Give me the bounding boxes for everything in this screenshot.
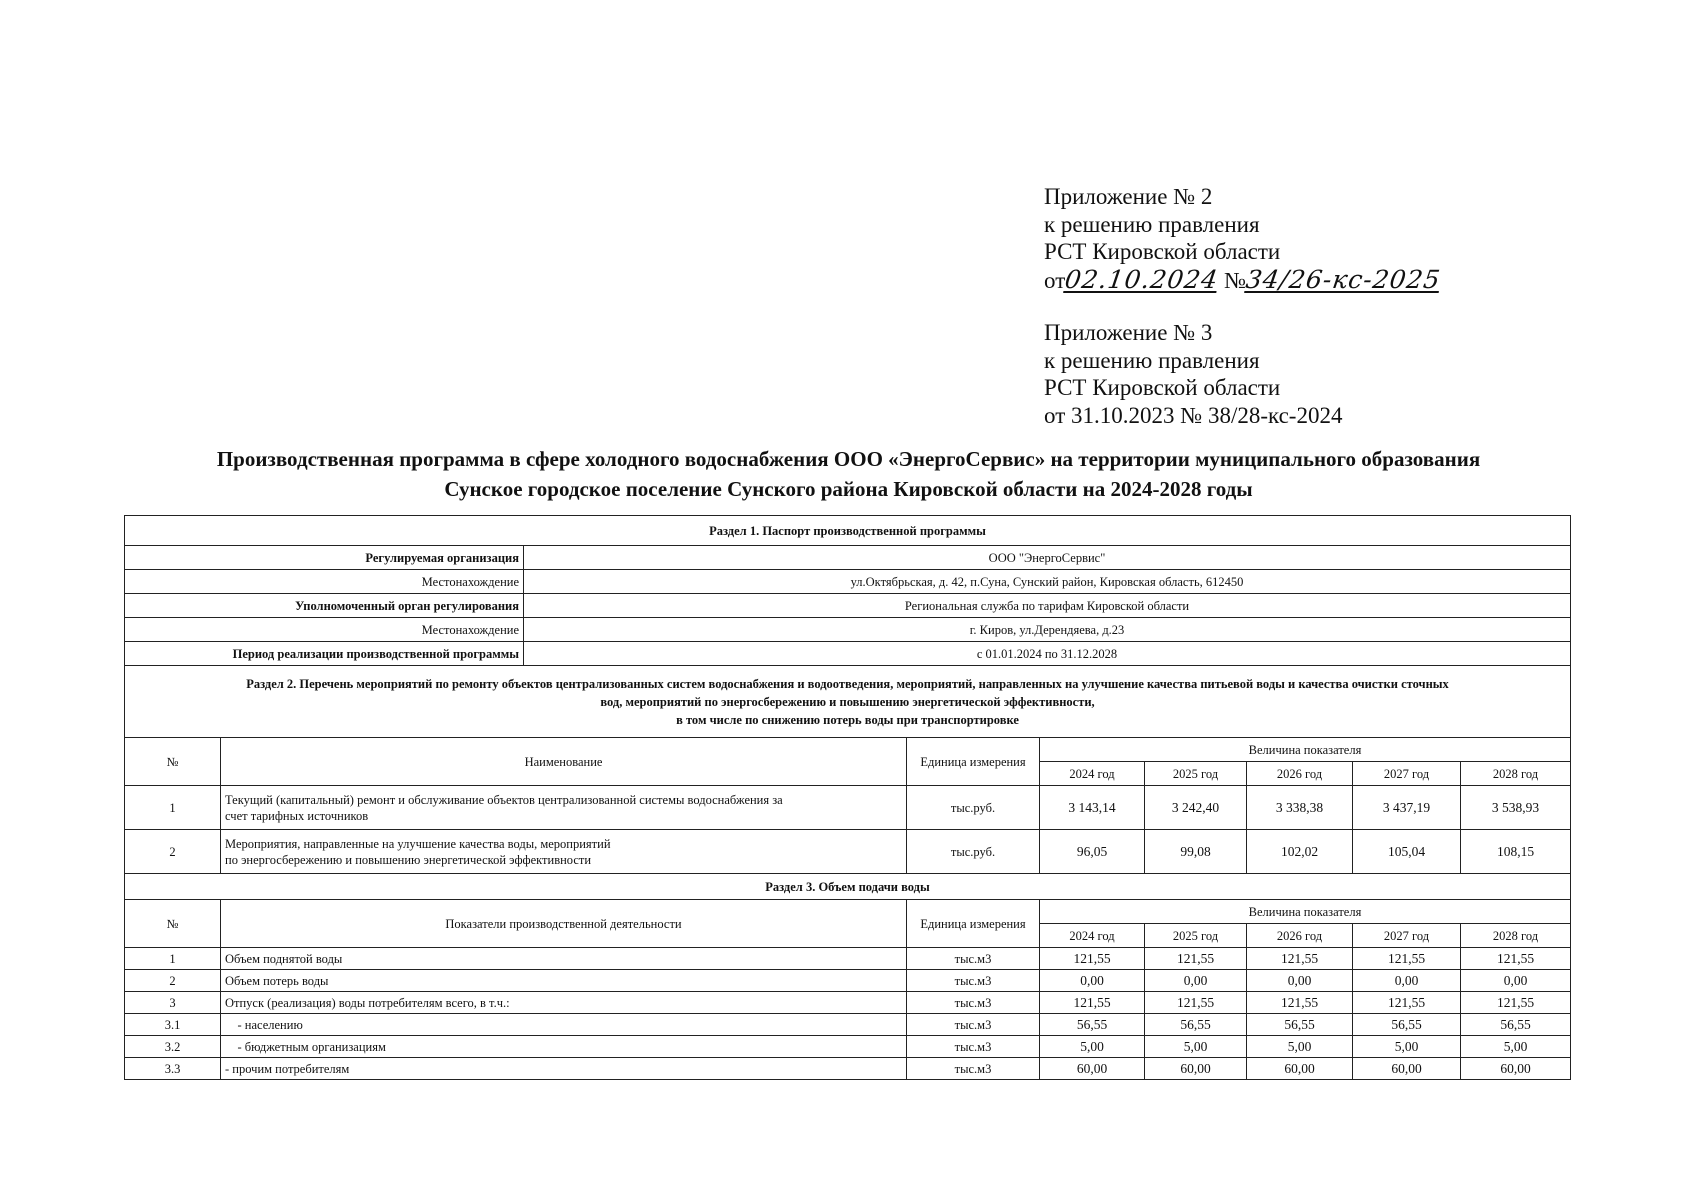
row-value: 56,55 (1353, 1014, 1461, 1036)
column-header-name: Наименование (221, 738, 907, 786)
table-row (125, 948, 1571, 970)
row-value: 121,55 (1040, 992, 1145, 1014)
annex-current-line2: к решению правления (1044, 211, 1260, 237)
annex-current (1044, 183, 1441, 294)
row-number: 3.2 (125, 1036, 221, 1058)
table-row (125, 992, 1571, 1014)
section2-header-line1: Раздел 2. Перечень мероприятий по ремонту объектов централизованных систем водоснабжения и водоотведения, мероприятий, направленных на улучшение качества питьевой воды и качества очистки сточных (246, 676, 1449, 691)
passport-row (125, 570, 1571, 594)
production-program-table (124, 515, 1571, 1080)
row-value: 121,55 (1040, 948, 1145, 970)
passport-row (125, 642, 1571, 666)
row-number: 2 (125, 970, 221, 992)
row-value: 121,55 (1353, 992, 1461, 1014)
row-name: Отпуск (реализация) воды потребителям всего, в т.ч.: (221, 992, 907, 1014)
section2-columns-row (125, 738, 1571, 762)
passport-row (125, 618, 1571, 642)
row-name-line1: Текущий (капитальный) ремонт и обслуживание объектов централизованной системы водоснабжения за (225, 792, 783, 807)
row-number: 3.3 (125, 1058, 221, 1080)
annex-current-number: 34/26-кс-2025 (1244, 264, 1443, 294)
row-number: 3 (125, 992, 221, 1014)
row-name-line1: Мероприятия, направленные на улучшение качества воды, мероприятий (225, 836, 611, 851)
year-header: 2028 год (1461, 924, 1571, 948)
section1-header: Раздел 1. Паспорт производственной программы (125, 516, 1571, 546)
row-value: 5,00 (1461, 1036, 1571, 1058)
row-value: 3 338,38 (1247, 786, 1353, 830)
row-value: 0,00 (1247, 970, 1353, 992)
annex-previous-line2: к решению правления (1044, 347, 1260, 373)
section2-header (125, 666, 1571, 738)
table-row (125, 1058, 1571, 1080)
row-value: 102,02 (1247, 830, 1353, 874)
year-header: 2027 год (1353, 762, 1461, 786)
annex-current-number-label: № (1224, 267, 1247, 293)
row-value: 5,00 (1040, 1036, 1145, 1058)
row-unit: тыс.м3 (907, 992, 1040, 1014)
column-header-value: Величина показателя (1040, 900, 1571, 924)
annex-current-date: 02.10.2024 (1063, 264, 1221, 294)
passport-label: Местонахождение (125, 618, 524, 642)
row-value: 60,00 (1145, 1058, 1247, 1080)
passport-value: г. Киров, ул.Дерендяева, д.23 (524, 618, 1571, 642)
column-header-no: № (125, 900, 221, 948)
year-header: 2024 год (1040, 762, 1145, 786)
row-value: 121,55 (1353, 948, 1461, 970)
row-number: 3.1 (125, 1014, 221, 1036)
row-number: 2 (125, 830, 221, 874)
annex-current-line3: РСТ Кировской области (1044, 239, 1281, 264)
row-name: - населению (221, 1014, 907, 1036)
passport-value: ООО "ЭнергоСервис" (524, 546, 1571, 570)
year-header: 2025 год (1145, 762, 1247, 786)
row-value: 56,55 (1461, 1014, 1571, 1036)
row-value: 3 437,19 (1353, 786, 1461, 830)
column-header-unit: Единица измерения (907, 738, 1040, 786)
passport-label: Регулируемая организация (125, 546, 524, 570)
annex-previous-line1: Приложение № 3 (1044, 320, 1213, 345)
row-value: 121,55 (1247, 948, 1353, 970)
passport-row (125, 594, 1571, 618)
column-header-unit: Единица измерения (907, 900, 1040, 948)
row-unit: тыс.м3 (907, 948, 1040, 970)
row-unit: тыс.м3 (907, 970, 1040, 992)
row-value: 96,05 (1040, 830, 1145, 874)
section1-header-row (125, 516, 1571, 546)
passport-value: с 01.01.2024 по 31.12.2028 (524, 642, 1571, 666)
year-header: 2024 год (1040, 924, 1145, 948)
row-unit: тыс.м3 (907, 1036, 1040, 1058)
row-unit: тыс.м3 (907, 1058, 1040, 1080)
column-header-no: № (125, 738, 221, 786)
table-row (125, 830, 1571, 874)
table-row (125, 1036, 1571, 1058)
section2-header-row (125, 666, 1571, 738)
row-value: 121,55 (1145, 948, 1247, 970)
row-name-line2: по энергосбережению и повышению энергетической эффективности (225, 852, 592, 867)
year-header: 2026 год (1247, 762, 1353, 786)
year-header: 2028 год (1461, 762, 1571, 786)
row-value: 60,00 (1040, 1058, 1145, 1080)
row-value: 0,00 (1145, 970, 1247, 992)
row-name (221, 830, 907, 874)
row-name: - прочим потребителям (221, 1058, 907, 1080)
annex-previous-line4: от 31.10.2023 № 38/28-кс-2024 (1044, 402, 1343, 428)
year-header: 2025 год (1145, 924, 1247, 948)
table-row (125, 970, 1571, 992)
row-value: 121,55 (1247, 992, 1353, 1014)
row-name: Объем поднятой воды (221, 948, 907, 970)
row-value: 60,00 (1353, 1058, 1461, 1080)
section2-header-line2: вод, мероприятий по энергосбережению и повышению энергетической эффективности, (600, 694, 1095, 709)
passport-label: Местонахождение (125, 570, 524, 594)
row-value: 3 143,14 (1040, 786, 1145, 830)
row-unit: тыс.руб. (907, 830, 1040, 874)
row-unit: тыс.м3 (907, 1014, 1040, 1036)
column-header-name: Показатели производственной деятельности (221, 900, 907, 948)
passport-row (125, 546, 1571, 570)
table-row (125, 1014, 1571, 1036)
annex-current-line1: Приложение № 2 (1044, 184, 1213, 209)
row-value: 121,55 (1461, 948, 1571, 970)
year-header: 2026 год (1247, 924, 1353, 948)
row-value: 60,00 (1247, 1058, 1353, 1080)
row-value: 105,04 (1353, 830, 1461, 874)
section3-columns-row (125, 900, 1571, 924)
annex-current-line4 (1044, 266, 1441, 295)
section3-header: Раздел 3. Объем подачи воды (125, 874, 1571, 900)
row-value: 121,55 (1461, 992, 1571, 1014)
year-header: 2027 год (1353, 924, 1461, 948)
row-value: 99,08 (1145, 830, 1247, 874)
row-name-line2: счет тарифных источников (225, 808, 369, 823)
row-value: 60,00 (1461, 1058, 1571, 1080)
annex-previous-line3: РСТ Кировской области (1044, 375, 1281, 400)
column-header-value: Величина показателя (1040, 738, 1571, 762)
row-value: 5,00 (1353, 1036, 1461, 1058)
row-value: 0,00 (1461, 970, 1571, 992)
row-name: - бюджетным организациям (221, 1036, 907, 1058)
row-number: 1 (125, 948, 221, 970)
row-value: 56,55 (1145, 1014, 1247, 1036)
document-title-line2: Сунское городское поселение Сунского района Кировской области на 2024-2028 годы (444, 477, 1253, 501)
row-value: 121,55 (1145, 992, 1247, 1014)
row-value: 108,15 (1461, 830, 1571, 874)
document-title-line1: Производственная программа в сфере холодного водоснабжения ООО «ЭнергоСервис» на территории муниципального образования (216, 447, 1481, 471)
passport-value: Региональная служба по тарифам Кировской области (524, 594, 1571, 618)
passport-label: Период реализации производственной программы (125, 642, 524, 666)
row-value: 5,00 (1247, 1036, 1353, 1058)
annex-current-from-label: от (1044, 267, 1066, 293)
row-name (221, 786, 907, 830)
row-value: 0,00 (1040, 970, 1145, 992)
table-row (125, 786, 1571, 830)
section3-header-row (125, 874, 1571, 900)
row-unit: тыс.руб. (907, 786, 1040, 830)
row-value: 3 242,40 (1145, 786, 1247, 830)
row-value: 0,00 (1353, 970, 1461, 992)
section2-header-line3: в том числе по снижению потерь воды при транспортировке (676, 712, 1019, 727)
document-title (0, 444, 1697, 504)
row-name: Объем потерь воды (221, 970, 907, 992)
row-value: 5,00 (1145, 1036, 1247, 1058)
row-number: 1 (125, 786, 221, 830)
annex-previous (1044, 319, 1342, 429)
passport-label: Уполномоченный орган регулирования (125, 594, 524, 618)
row-value: 56,55 (1040, 1014, 1145, 1036)
row-value: 56,55 (1247, 1014, 1353, 1036)
row-value: 3 538,93 (1461, 786, 1571, 830)
passport-value: ул.Октябрьская, д. 42, п.Суна, Сунский район, Кировская область, 612450 (524, 570, 1571, 594)
